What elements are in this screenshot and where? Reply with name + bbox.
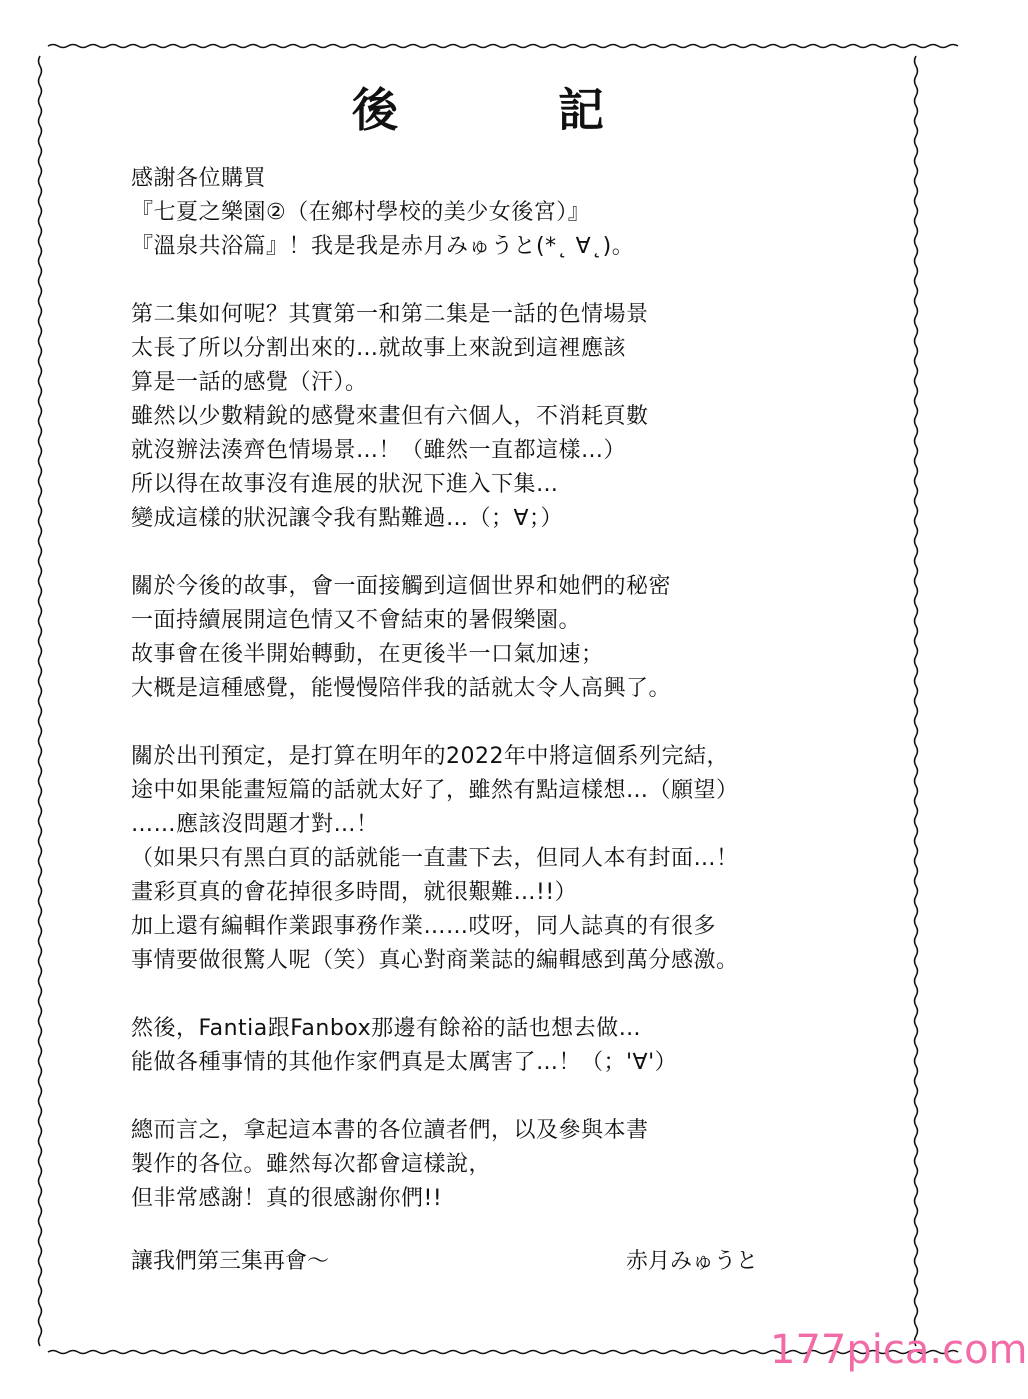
paragraph <box>131 570 851 706</box>
text-line: ……應該沒問題才對…！ <box>131 812 379 837</box>
text-line: 事情要做很驚人呢（笑）真心對商業誌的編輯感到萬分感激。 <box>131 948 739 973</box>
site-watermark: 177pica.com <box>770 1327 1028 1373</box>
text-line: 一面持續展開這色情又不會結束的暑假樂園。 <box>131 608 582 633</box>
text-line: 加上還有編輯作業跟事務作業……哎呀，同人誌真的有很多 <box>131 914 717 939</box>
text-line: 就沒辦法湊齊色情場景…！（雖然一直都這樣…） <box>131 438 627 463</box>
text-line: 畫彩頁真的會花掉很多時間，就很艱難…!!） <box>131 880 578 905</box>
text-line: 總而言之，拿起這本書的各位讀者們，以及參與本書 <box>131 1118 649 1143</box>
text-line: 太長了所以分割出來的…就故事上來說到這裡應該 <box>131 336 627 361</box>
text-line: 故事會在後半開始轉動，在更後半一口氣加速； <box>131 642 604 667</box>
page-title <box>0 82 1000 142</box>
text-line: 『七夏之樂園②（在鄉村學校的美少女後宮）』 <box>131 200 591 225</box>
text-line: 能做各種事情的其他作家們真是太厲害了…！（；'∀'） <box>131 1050 678 1075</box>
text-line: 感謝各位購買 <box>131 166 267 191</box>
text-line: 『溫泉共浴篇』！我是我是赤月みゅうと(*˛ ∀˛)。 <box>131 234 635 259</box>
border-top <box>48 45 958 48</box>
author-signature: 赤月みゅうと <box>626 1249 759 1274</box>
border-right <box>915 56 918 1346</box>
text-line: 第二集如何呢？其實第一和第二集是一話的色情場景 <box>131 302 649 327</box>
paragraph <box>131 298 851 536</box>
text-line: 然後，Fantia跟Fanbox那邊有餘裕的話也想去做… <box>131 1016 642 1041</box>
text-line: 變成這樣的狀況讓令我有點難過…（；∀；） <box>131 506 564 531</box>
text-line: 雖然以少數精銳的感覺來畫但有六個人，不消耗頁數 <box>131 404 649 429</box>
signoff-row <box>131 1245 791 1279</box>
text-line: 途中如果能畫短篇的話就太好了，雖然有點這樣想…（願望） <box>131 778 739 803</box>
paragraph <box>131 740 851 978</box>
text-line: 製作的各位。雖然每次都會這樣說， <box>131 1152 492 1177</box>
paragraph <box>131 162 851 264</box>
text-line: 關於今後的故事，會一面接觸到這個世界和她們的秘密 <box>131 574 672 599</box>
title-char-right: 記 <box>558 83 604 137</box>
paragraph <box>131 1114 851 1216</box>
text-line: （如果只有黑白頁的話就能一直畫下去，但同人本有封面…！ <box>131 846 739 871</box>
farewell-text: 讓我們第三集再會～ <box>131 1249 330 1274</box>
border-left <box>39 56 42 1346</box>
text-line: 關於出刊預定，是打算在明年的2022年中將這個系列完結， <box>131 744 729 769</box>
text-line: 所以得在故事沒有進展的狀況下進入下集… <box>131 472 559 497</box>
title-char-left: 後 <box>352 83 398 137</box>
text-line: 算是一話的感覺（汗）。 <box>131 370 368 395</box>
text-line: 但非常感謝！真的很感謝你們!! <box>131 1186 443 1211</box>
afterword-body <box>131 162 851 1250</box>
paragraph <box>131 1012 851 1080</box>
text-line: 大概是這種感覺，能慢慢陪伴我的話就太令人高興了。 <box>131 676 672 701</box>
